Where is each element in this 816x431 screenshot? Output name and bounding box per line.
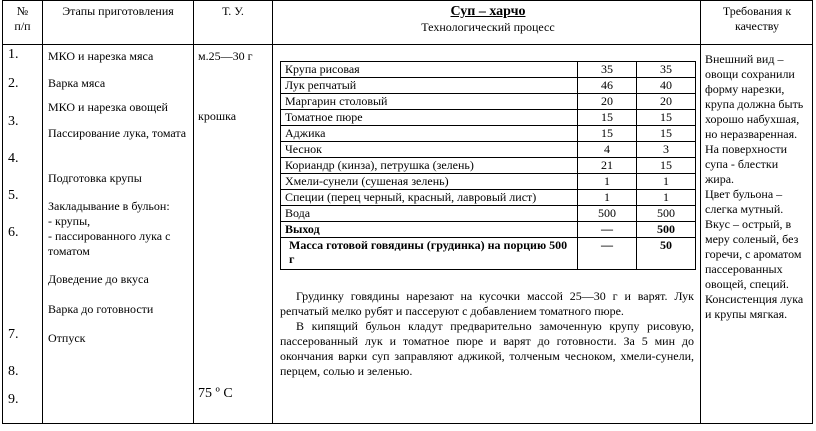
ingredient-gross: 4 xyxy=(578,142,637,158)
table-row xyxy=(281,62,696,78)
tu-size: м.25—30 г xyxy=(198,49,253,63)
table-row xyxy=(281,206,696,222)
ingredient-name: Кориандр (кинза), петрушка (зелень) xyxy=(281,158,578,174)
ingredient-gross: 15 xyxy=(578,126,637,142)
stage-item: Подготовка крупы xyxy=(48,171,142,185)
step-number: 1. xyxy=(8,47,19,62)
table-row xyxy=(281,126,696,142)
process-paragraph: В кипящий бульон кладут предварительно замоченную крупу рисовую, пассерованный лук и томатное пюре и варят до готовности. За 5 мин до окончания варки суп заправляют аджикой, толченым чесноком, хмели-сунели, перцем, солью и зеленью. xyxy=(280,319,694,378)
ingredient-name: Лук репчатый xyxy=(281,78,578,94)
yield-net: 500 xyxy=(637,222,696,238)
ingredient-gross: 46 xyxy=(578,78,637,94)
table-border-left xyxy=(2,0,3,424)
header-quality: Требования к качеству xyxy=(722,4,792,33)
ingredient-net: 20 xyxy=(637,94,696,110)
ingredient-gross: 20 xyxy=(578,94,637,110)
ingredient-gross: 15 xyxy=(578,110,637,126)
meat-mass-label: Масса готовой говядины (грудинка) на порцию 500 г xyxy=(281,238,578,270)
table-border-top xyxy=(2,0,813,1)
ingredient-net: 40 xyxy=(637,78,696,94)
step-number: 8. xyxy=(8,364,19,379)
ingredient-name: Маргарин столовый xyxy=(281,94,578,110)
step-number: 9. xyxy=(8,392,19,407)
recipe-title: Суп – харчо xyxy=(450,4,526,19)
recipe-subtitle: Технологический процесс xyxy=(421,20,555,34)
ingredient-net: 15 xyxy=(637,158,696,174)
ingredient-net: 3 xyxy=(637,142,696,158)
table-row xyxy=(281,94,696,110)
stage-item: Доведение до вкуса xyxy=(48,272,149,286)
tu-form: крошка xyxy=(198,109,237,123)
column-divider xyxy=(42,0,43,424)
meat-mass-net: 50 xyxy=(637,238,696,270)
ingredient-gross: 1 xyxy=(578,190,637,206)
ingredient-gross: 35 xyxy=(578,62,637,78)
table-row xyxy=(281,110,696,126)
ingredient-name: Томатное пюре xyxy=(281,110,578,126)
ingredient-net: 500 xyxy=(637,206,696,222)
header-number: № п/п xyxy=(14,4,31,33)
table-row xyxy=(281,158,696,174)
ingredient-name: Хмели-сунели (сушеная зелень) xyxy=(281,174,578,190)
process-paragraph: Грудинку говядины нарезают на кусочки массой 25—30 г и варят. Лук репчатый мелко рубят и пассеруют с добавлением томатного пюре. xyxy=(280,289,694,318)
table-row xyxy=(281,174,696,190)
stage-item: МКО и нарезка овощей xyxy=(48,100,168,114)
process-description xyxy=(280,289,694,379)
stage-item: Закладывание в бульон: - крупы, - пассированного лука с томатом xyxy=(48,199,171,258)
table-row xyxy=(281,78,696,94)
quality-requirements: Внешний вид – овощи сохранили форму нарезки, крупа должна быть хорошо набухшая, но неразваренная. На поверхности супа - блестки жира. Цвет бульона – слегка мутный. Вкус – острый, в меру соленый, без горечи, с ароматом пассерованных овощей, специй. Консистенция лука и крупы мягкая. xyxy=(705,52,804,321)
ingredient-name: Крупа рисовая xyxy=(281,62,578,78)
yield-gross: — xyxy=(578,222,637,238)
ingredient-net: 1 xyxy=(637,174,696,190)
ingredient-name: Аджика xyxy=(281,126,578,142)
stage-item: Варка мяса xyxy=(48,76,106,90)
table-row xyxy=(281,142,696,158)
yield-row xyxy=(281,222,696,238)
header-stages: Этапы приготовления xyxy=(62,4,174,18)
ingredient-gross: 21 xyxy=(578,158,637,174)
header-divider xyxy=(2,44,813,45)
column-divider xyxy=(272,0,273,424)
table-border-right xyxy=(812,0,813,424)
column-divider xyxy=(700,0,701,424)
step-number: 2. xyxy=(8,76,19,91)
header-tu: Т. У. xyxy=(222,4,244,18)
step-number: 7. xyxy=(8,327,19,342)
ingredient-name: Специи (перец черный, красный, лавровый лист) xyxy=(281,190,578,206)
yield-label: Выход xyxy=(281,222,578,238)
ingredient-name: Чеснок xyxy=(281,142,578,158)
table-row xyxy=(281,190,696,206)
stage-item: Варка до готовности xyxy=(48,302,154,316)
ingredients-table xyxy=(280,61,696,270)
stage-item: МКО и нарезка мяса xyxy=(48,49,154,63)
table-border-bottom xyxy=(2,423,813,424)
step-number: 3. xyxy=(8,114,19,129)
stage-item: Пассирование лука, томата xyxy=(48,126,187,140)
ingredient-net: 1 xyxy=(637,190,696,206)
tu-temperature: 75 º С xyxy=(198,386,233,401)
ingredient-name: Вода xyxy=(281,206,578,222)
step-number: 5. xyxy=(8,188,19,203)
ingredient-gross: 1 xyxy=(578,174,637,190)
recipe-header xyxy=(276,3,700,35)
stage-item: Отпуск xyxy=(48,331,86,345)
step-number: 6. xyxy=(8,225,19,240)
ingredient-net: 15 xyxy=(637,126,696,142)
meat-mass-row xyxy=(281,238,696,270)
ingredient-net: 35 xyxy=(637,62,696,78)
step-number: 4. xyxy=(8,151,19,166)
meat-mass-gross: — xyxy=(578,238,637,270)
ingredient-net: 15 xyxy=(637,110,696,126)
ingredient-gross: 500 xyxy=(578,206,637,222)
